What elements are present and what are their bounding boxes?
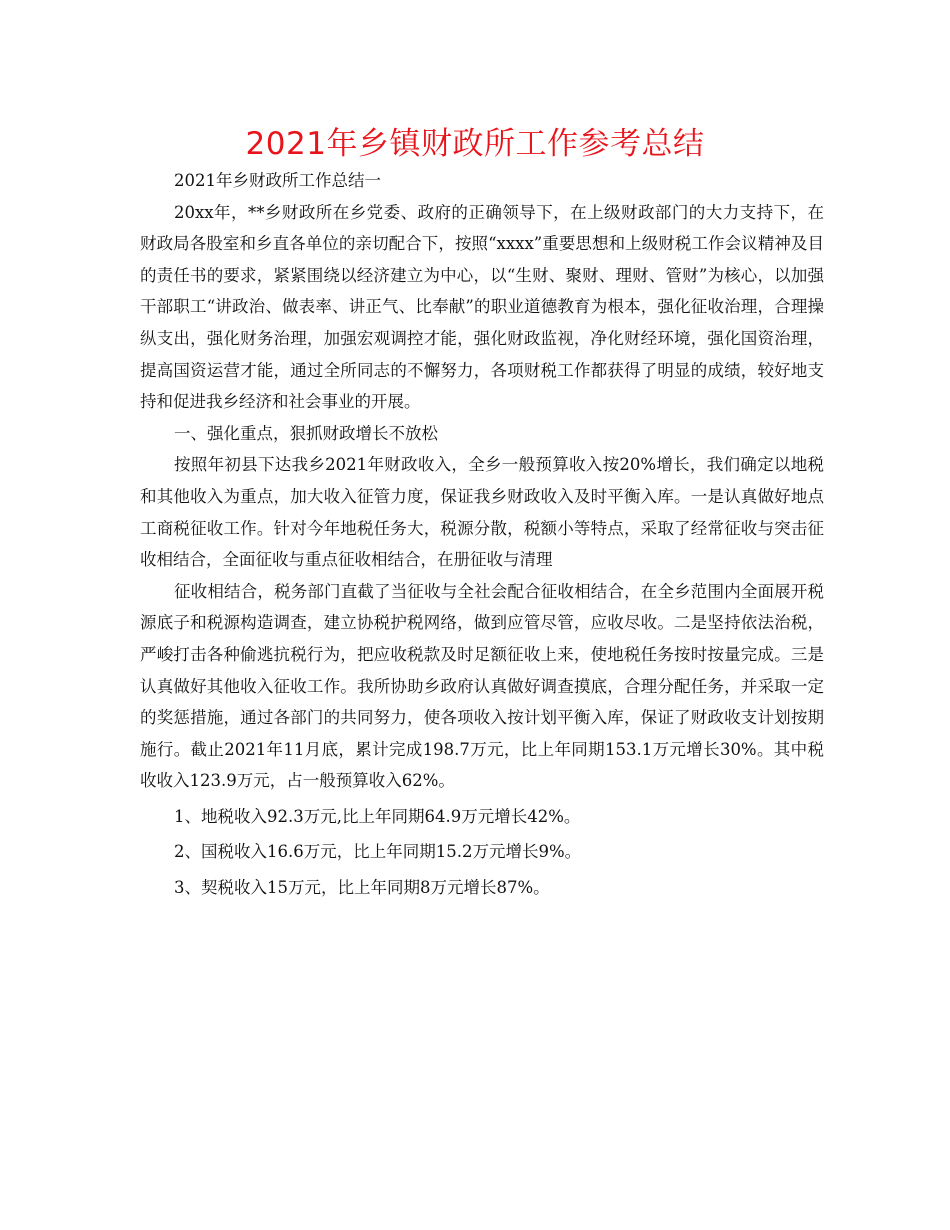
paragraph: 20xx年，**乡财政所在乡党委、政府的正确领导下，在上级财政部门的大力支持下，在财政局各股室和乡直各单位的亲切配合下，按照“xxxx”重要思想和上级财税工作会议精神及目的责任书的要求，紧紧围绕以经济建立为中心，以“生财、聚财、理财、管财”为核心，以加强干部职工“讲政治、做表率、讲正气、比奉献”的职业道德教育为根本，强化征收治理，合理操纵支出，强化财务治理，加强宏观调控才能，强化财政监视，净化财经环境，强化国资治理，提高国资运营才能，通过全所同志的不懈努力，各项财税工作都获得了明显的成绩，较好地支持和促进我乡经济和社会事业的开展。 <box>140 202 824 412</box>
document-body <box>140 165 824 904</box>
section-heading: 一、强化重点，狠抓财政增长不放松 <box>174 423 438 443</box>
list-item: 3、契税收入15万元，比上年同期8万元增长87%。 <box>174 878 550 898</box>
list-item: 1、地税收入92.3万元,比上年同期64.9万元增长42%。 <box>174 806 581 826</box>
document-title: 2021年乡镇财政所工作参考总结 <box>245 126 705 162</box>
paragraph: 按照年初县下达我乡2021年财政收入，全乡一般预算收入按20%增长，我们确定以地税和其他收入为重点，加大收入征管力度，保证我乡财政收入及时平衡入库。一是认真做好地点工商税征收工作。针对今年地税任务大，税源分散，税额小等特点，采取了经常征收与突击征收相结合，全面征收与重点征收相结合，在册征收与清理 <box>140 455 824 570</box>
section-heading: 2021年乡财政所工作总结一 <box>174 171 381 190</box>
paragraph: 征收相结合，税务部门直截了当征收与全社会配合征收相结合，在全乡范围内全面展开税源底子和税源构造调查，建立协税护税网络，做到应管尽管，应收尽收。二是坚持依法治税，严峻打击各种偷逃抗税行为，把应收税款及时足额征收上来，使地税任务按时按量完成。三是认真做好其他收入征收工作。我所协助乡政府认真做好调查摸底，合理分配任务，并采取一定的奖惩措施，通过各部门的共同努力，使各项收入按计划平衡入库，保证了财政收支计划按期施行。截止2021年11月底，累计完成198.7万元，比上年同期153.1万元增长30%。其中税收收入123.9万元，占一般预算收入62%。 <box>140 581 824 791</box>
list-item: 2、国税收入16.6万元，比上年同期15.2万元增长9%。 <box>174 842 582 862</box>
